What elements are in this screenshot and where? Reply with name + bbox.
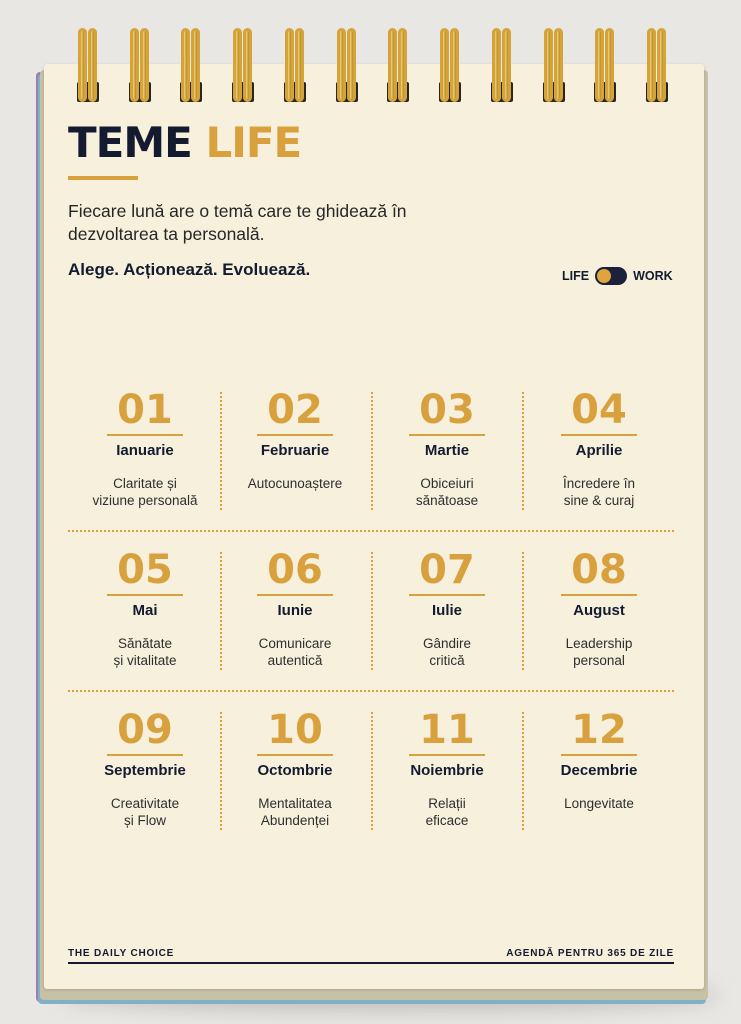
binding-ring xyxy=(595,28,604,102)
binding-ring xyxy=(243,28,252,102)
binding-ring xyxy=(440,28,449,102)
month-number: 02 xyxy=(267,387,323,433)
month-number: 08 xyxy=(571,547,627,593)
footer-rule xyxy=(68,962,674,964)
month-card xyxy=(372,708,522,829)
binding-ring xyxy=(347,28,356,102)
month-number: 11 xyxy=(419,707,475,753)
row-divider xyxy=(68,690,674,692)
month-number-underline xyxy=(257,594,333,596)
month-name: Mai xyxy=(132,602,158,619)
month-card xyxy=(220,388,370,492)
month-number-underline xyxy=(107,594,183,596)
month-theme: Longevitate xyxy=(564,796,634,811)
binding-ring xyxy=(544,28,553,102)
month-number-underline xyxy=(409,754,485,756)
month-theme: Gândire critică xyxy=(422,636,472,668)
month-theme: Claritate și viziune personală xyxy=(92,476,198,508)
toggle-label-work: WORK xyxy=(633,269,673,283)
month-theme: Relații eficace xyxy=(425,796,469,828)
month-card xyxy=(70,708,220,829)
row-divider xyxy=(68,530,674,532)
binding-ring xyxy=(78,28,87,102)
month-theme: Autocunoaștere xyxy=(247,476,343,491)
subtitle: Fiecare lună are o temă care te ghidează în dezvoltarea ta personală. xyxy=(68,201,407,244)
month-name: August xyxy=(573,602,625,619)
month-name: Noiembrie xyxy=(410,762,484,779)
title-accent: LIFE xyxy=(205,118,302,167)
month-number-underline xyxy=(257,434,333,436)
page-title xyxy=(68,118,301,167)
binding-ring xyxy=(285,28,294,102)
month-card xyxy=(70,548,220,669)
binding-ring xyxy=(492,28,501,102)
month-name: Decembrie xyxy=(560,762,638,779)
column-divider xyxy=(371,552,373,670)
tagline: Alege. Acționează. Evoluează. xyxy=(68,260,311,279)
month-number-underline xyxy=(561,434,637,436)
column-divider xyxy=(220,392,222,510)
binding-ring xyxy=(450,28,459,102)
column-divider xyxy=(371,712,373,830)
month-name: Septembrie xyxy=(104,762,186,779)
toggle-switch[interactable] xyxy=(595,267,627,285)
binding-ring xyxy=(191,28,200,102)
column-divider xyxy=(522,392,524,510)
binding-ring xyxy=(388,28,397,102)
month-name: Aprilie xyxy=(575,442,623,459)
month-number-underline xyxy=(409,594,485,596)
toggle-label-life: LIFE xyxy=(562,269,590,283)
month-theme: Încredere în sine & curaj xyxy=(562,476,636,508)
binding-ring xyxy=(398,28,407,102)
binding-ring xyxy=(337,28,346,102)
binding-ring xyxy=(181,28,190,102)
binding-ring xyxy=(130,28,139,102)
month-name: Iunie xyxy=(277,602,313,619)
column-divider xyxy=(371,392,373,510)
month-card xyxy=(70,388,220,509)
binding-ring xyxy=(502,28,511,102)
month-number: 06 xyxy=(267,547,323,593)
month-card xyxy=(372,548,522,669)
month-card xyxy=(524,548,674,669)
binding-ring xyxy=(605,28,614,102)
binding-ring xyxy=(554,28,563,102)
binding-ring xyxy=(140,28,149,102)
month-card xyxy=(220,548,370,669)
month-number-underline xyxy=(257,754,333,756)
month-name: Octombrie xyxy=(257,762,333,779)
month-number: 10 xyxy=(267,707,323,753)
month-theme: Mentalitatea Abundenței xyxy=(258,796,332,828)
month-card xyxy=(220,708,370,829)
column-divider xyxy=(522,712,524,830)
month-number-underline xyxy=(107,754,183,756)
month-card xyxy=(524,388,674,509)
column-divider xyxy=(220,552,222,670)
toggle-knob xyxy=(597,269,611,283)
title-prefix: TEME xyxy=(68,118,192,167)
month-theme: Creativitate și Flow xyxy=(110,796,180,828)
month-number: 01 xyxy=(117,387,173,433)
month-number: 12 xyxy=(571,707,627,753)
month-theme: Leadership personal xyxy=(565,636,633,668)
month-name: Februarie xyxy=(260,442,330,459)
month-theme: Obiceiuri sănătoase xyxy=(415,476,479,508)
month-number: 07 xyxy=(419,547,475,593)
month-number: 04 xyxy=(571,387,627,433)
month-card xyxy=(372,388,522,509)
month-number-underline xyxy=(107,434,183,436)
binding-ring xyxy=(233,28,242,102)
title-underline xyxy=(68,176,138,180)
month-number-underline xyxy=(561,754,637,756)
footer-note: AGENDĂ PENTRU 365 DE ZILE xyxy=(506,948,674,959)
binding-ring xyxy=(88,28,97,102)
month-name: Ianuarie xyxy=(116,442,174,459)
month-number: 09 xyxy=(117,707,173,753)
binding-ring xyxy=(647,28,656,102)
binding-ring xyxy=(295,28,304,102)
month-card xyxy=(524,708,674,812)
footer-brand: THE DAILY CHOICE xyxy=(68,948,175,959)
month-number-underline xyxy=(561,594,637,596)
month-name: Iulie xyxy=(431,602,462,619)
column-divider xyxy=(522,552,524,670)
month-number-underline xyxy=(409,434,485,436)
month-number: 03 xyxy=(419,387,475,433)
month-theme: Comunicare autentică xyxy=(258,636,332,668)
binding-ring xyxy=(657,28,666,102)
column-divider xyxy=(220,712,222,830)
month-theme: Sănătate și vitalitate xyxy=(113,636,177,668)
month-name: Martie xyxy=(424,442,470,459)
month-number: 05 xyxy=(117,547,173,593)
life-work-toggle[interactable] xyxy=(562,266,673,286)
